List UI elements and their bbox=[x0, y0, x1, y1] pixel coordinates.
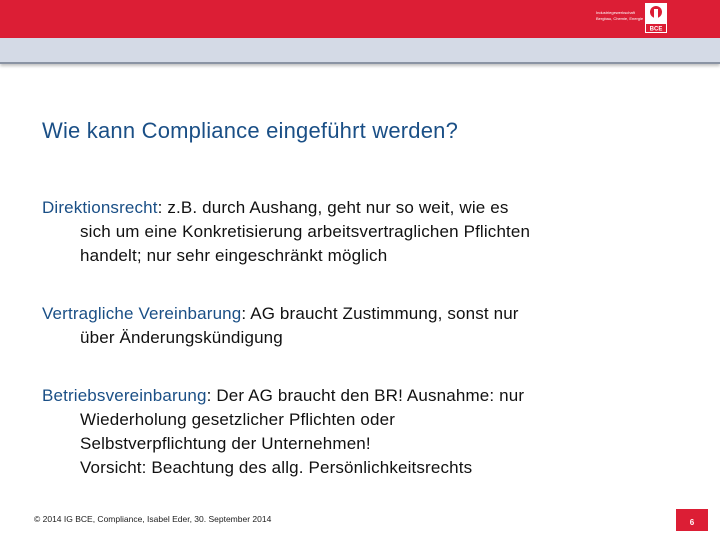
term-vertragliche-vereinbarung: Vertragliche Vereinbarung bbox=[42, 304, 242, 323]
igbce-logo-icon bbox=[645, 3, 667, 33]
logo-line-2: Bergbau, Chemie, Energie bbox=[596, 16, 644, 21]
logo-text bbox=[596, 10, 646, 22]
page-number: 6 bbox=[689, 518, 695, 527]
p1-line3: handelt; nur sehr eingeschränkt möglich bbox=[80, 246, 388, 265]
p3-line1: : Der AG braucht den BR! Ausnahme: nur bbox=[206, 386, 525, 405]
p1-line1: : z.B. durch Aushang, geht nur so weit, wie es bbox=[157, 198, 509, 217]
p3-line2: Wiederholung gesetzlicher Pflichten oder bbox=[80, 410, 396, 429]
p3-line4: Vorsicht: Beachtung des allg. Persönlichkeitsrechts bbox=[80, 458, 473, 477]
paragraph-direktionsrecht bbox=[42, 196, 672, 268]
svg-text:BCE: BCE bbox=[649, 26, 663, 33]
header-band bbox=[0, 38, 720, 64]
p2-line1: : AG braucht Zustimmung, sonst nur bbox=[241, 304, 519, 323]
p1-line2: sich um eine Konkretisierung arbeitsvertraglichen Pflichten bbox=[80, 222, 531, 241]
paragraph-vertragliche-vereinbarung bbox=[42, 302, 672, 350]
term-direktionsrecht: Direktionsrecht bbox=[42, 198, 158, 217]
slide-title: Wie kann Compliance eingeführt werden? bbox=[42, 118, 459, 143]
logo-line-1: Industriegewerkschaft bbox=[596, 10, 635, 15]
p3-line3: Selbstverpflichtung der Unternehmen! bbox=[80, 434, 371, 453]
paragraph-betriebsvereinbarung bbox=[42, 384, 672, 480]
term-betriebsvereinbarung: Betriebsvereinbarung bbox=[42, 386, 207, 405]
p2-line2: über Änderungskündigung bbox=[80, 328, 283, 347]
footer-copyright: © 2014 IG BCE, Compliance, Isabel Eder, 30. September 2014 bbox=[34, 514, 272, 524]
